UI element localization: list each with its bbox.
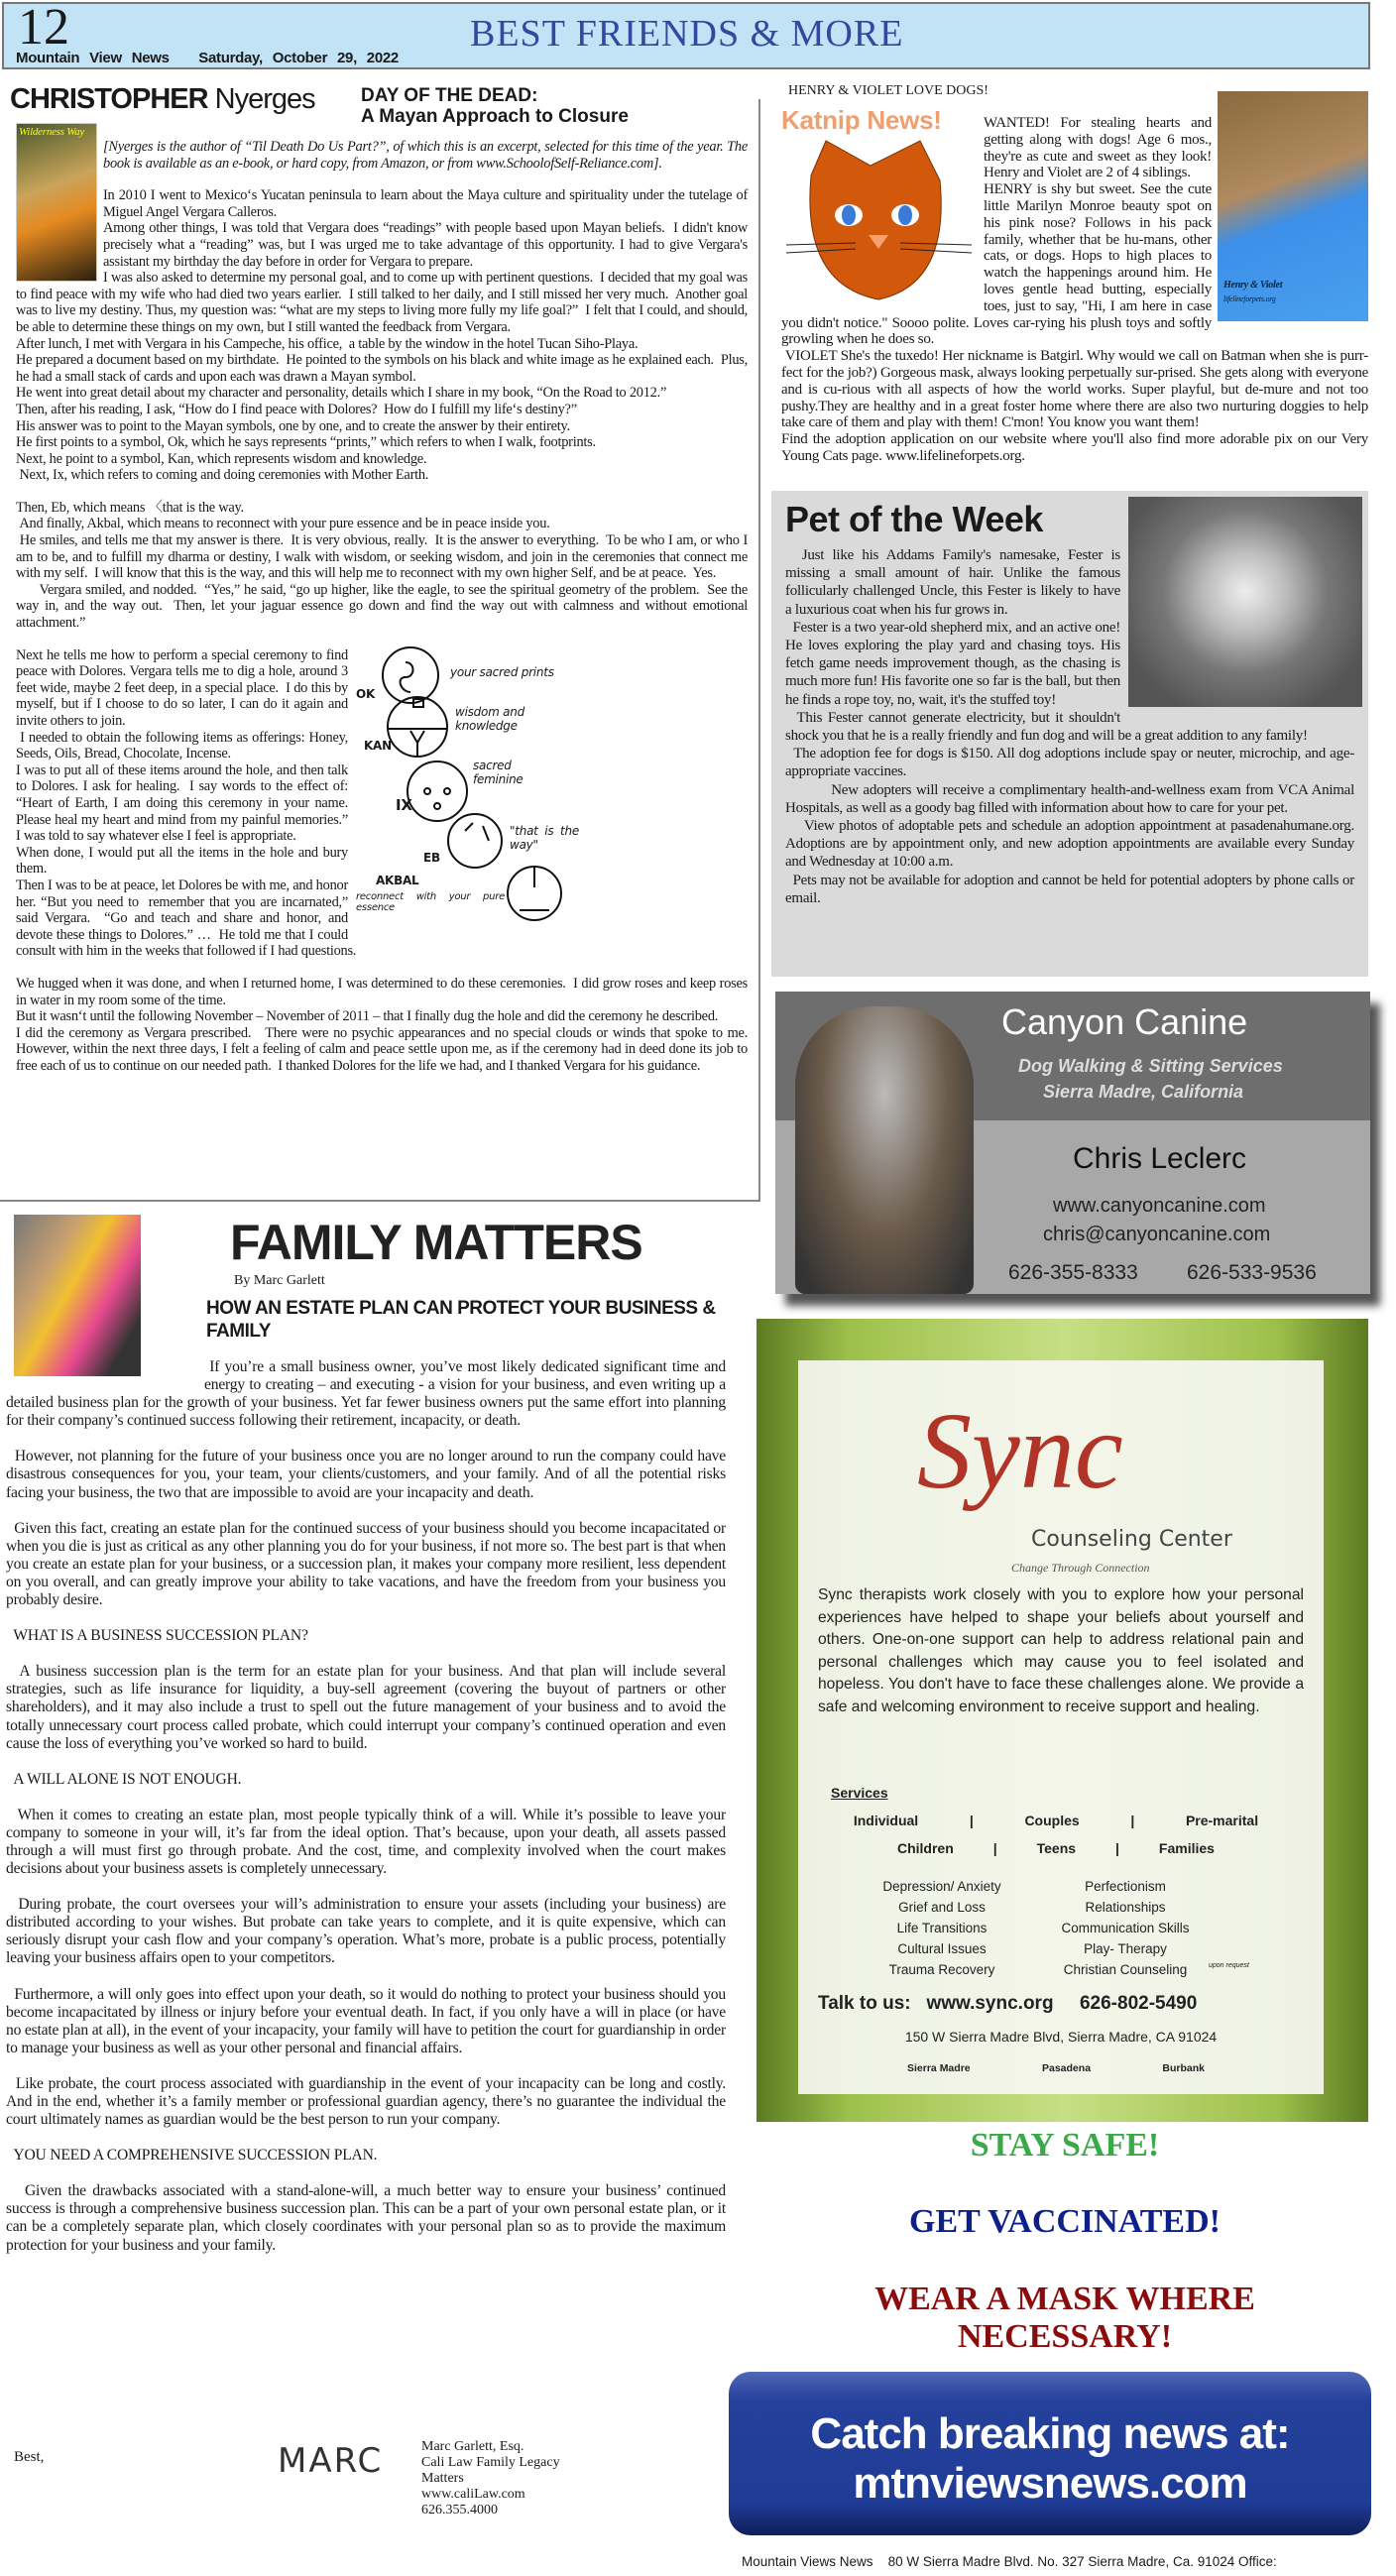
column-divider — [758, 99, 760, 1202]
paragraph: Then I was to be at peace, let Dolores be with me, and honor her. “But you need to remember that you are incarnated,” said Vergara. “Go and teach and share and honor, and devote these things to Dolores.” … He told me that I could consult with him in the weeks that followed if I had questions. — [16, 877, 357, 960]
publication-name: Mountain View News — [16, 50, 170, 66]
ad-phone-2: 626-533-9536 — [1187, 1261, 1317, 1284]
service-type: Teens — [1036, 1840, 1077, 1856]
paragraph: After lunch, I met with Vergara in his Campeche, his office, a table by the window in the hotel Tucan Siho-Playa. — [16, 335, 639, 352]
symbol-akbal-caption: reconnect with your pure essence — [356, 890, 505, 913]
paragraph: View photos of adoptable pets and schedule an adoption appointment at pasadenahumane.org. Adoptions are by appointment only, and new adoption appointments are available every Sunday and Wednesday at 10:00 a.m. — [785, 818, 1365, 871]
pet-of-week-title: Pet of the Week — [785, 499, 1043, 539]
column-author — [10, 83, 315, 116]
paragraph: Next, he point to a symbol, Kan, which represents wisdom and knowledge. — [16, 450, 427, 467]
closing: Best, — [14, 2449, 45, 2465]
author-last: Nyerges — [214, 83, 315, 115]
cats-photo — [1218, 91, 1368, 321]
nyerges-article-body — [16, 123, 755, 1199]
stay-safe-text: STAY SAFE! — [970, 2127, 1160, 2164]
paragraph: Christian Counseling — [1063, 1962, 1188, 1977]
author-first: CHRISTOPHER — [10, 83, 208, 115]
get-vaccinated-text: GET VACCINATED! — [909, 2203, 1221, 2240]
separator: | — [992, 1840, 997, 1856]
paragraph: Pasadena — [1042, 2062, 1092, 2074]
issues-left — [868, 1876, 1016, 1980]
symbol-ok-caption: your sacred prints — [450, 664, 554, 679]
symbol-kan-label: KAN — [364, 738, 392, 753]
paragraph: 626.355.4000 — [421, 2503, 498, 2517]
paragraph: Perfectionism — [1085, 1879, 1166, 1894]
paragraph: He smiles, and tells me that my answer is there. It is very obvious, really. It is the answer to everything. To be who I am, or who I am to be, and to fulfill my dharma or destiny, I walk with wisdom, or seeking wisdom, and join in the ceremonies that connect me with my self. I will know that this is the way, and this will help me to reconnect with my own higher Self, and be at peace. Yes. — [16, 532, 752, 582]
paragraph: He first points to a symbol, Ok, which he says represents “prints,” which refers to when I walk, footprints. — [16, 434, 596, 451]
paragraph: When it comes to creating an estate plan, most people typically think of a will. While it’s possible to leave your company to someone in your will, it’s far from the ideal option. That’s because, upon your death, all assets passed through a will must first go through probate. And the cost, time, and complexity involved when the court makes decisions about your business assets is completely unnecessary. — [6, 1806, 730, 1878]
service-type: Individual — [853, 1813, 919, 1828]
separator: | — [1130, 1813, 1135, 1828]
paragraph: During probate, the court oversees your will’s administration to ensure your assets (including your business) are distributed according to your wishes. But probate can take years to complete, and it is quite expensive, which can seriously disrupt your cash flow and your company’s operation. What’s more, probate is a public process, potentially leaving your business affairs open to your competitors. — [6, 1896, 730, 1967]
family-matters-byline: By Marc Garlett — [234, 1273, 325, 1288]
symbol-eb-label: EB — [423, 850, 440, 865]
signature-block — [421, 2439, 560, 2518]
article-intro: [Nyerges is the author of “Til Death Do Us Part?”, of which this is an excerpt, selected for this time of the year. The book is available as an e-book, or hard copy, from Amazon, or from www.SchoolofSelf-Reliance.com]. — [103, 139, 748, 172]
bloodhound-photo — [795, 1006, 974, 1294]
paragraph: If you’re a small business owner, you’ve most likely dedicated significant time and energy to creating – and executing - a vision for your business, and even writing up a detailed business plan for the growth of your business. Yet far fewer business owners put the same effort into planning for their company’s continued success following their retirement, incapacity, or death. — [6, 1358, 730, 1430]
talk-label: Talk to us: — [818, 1993, 911, 2014]
paragraph: Vergara smiled, and nodded. “Yes,” he said, “go up higher, like the eagle, to see the spiritual geometry of the problem. See the way in, and the way out. Then, let your jaguar essence go down and find the way out with calmness and without emotional attachment.” — [16, 581, 752, 632]
paragraph: Then, after his reading, I ask, “How do I find peace with Dolores? How do I fulfill my life‘s destiny?” — [16, 401, 577, 417]
paragraph: Sierra Madre — [907, 2062, 971, 2074]
section-title: BEST FRIENDS & MORE — [470, 13, 904, 55]
family-matters-title: FAMILY MATTERS — [230, 1215, 642, 1270]
service-types-row1 — [828, 1813, 1284, 1828]
paragraph: VIOLET She's the tuxedo! Her nickname is Batgirl. Why would we call on Batman when she is purr-fect for the job?) Gorgeous mask, always looking perpetually sur-prised. She gets along with everyone and is cu-rious with all aspects of how the world works. Super playful, but de-mure and not too pushy.They are healthy and in a great foster home where there are also two nurturing doggies to help take care of them and play with them! C'mon! You know you want them! — [781, 348, 1372, 431]
ad-phone-1: 626-355-8333 — [1008, 1261, 1138, 1284]
page-number: 12 — [18, 0, 69, 56]
sync-phone: 626-802-5490 — [1079, 1993, 1198, 2014]
family-matters-paragraphs — [6, 1358, 730, 2255]
footer-address: 80 W Sierra Madre Blvd. No. 327 Sierra Madre, Ca. 91024 Office: — [887, 2554, 1277, 2569]
sync-counseling-ad[interactable] — [756, 1319, 1368, 2122]
dog-fester-photo — [1128, 497, 1362, 707]
article-headline — [361, 85, 629, 127]
paragraph: I was to put all of these items around the hole, and then talk to Dolores. I ask for healing. I say words to the effect of: “Heart of Earth, I am doing this ceremony in your name. Please heal my heart and mind from my painful memories.” I was told to say whatever else I feel is appropriate. — [16, 761, 355, 845]
service-type: Pre-marital — [1185, 1813, 1259, 1828]
sync-logo: Sync — [917, 1390, 1123, 1511]
sync-subtitle: Counseling Center — [1031, 1527, 1232, 1552]
book-title: Wilderness Way — [19, 126, 85, 138]
news-button-url[interactable]: mtnviewsnews.com — [853, 2459, 1247, 2508]
paragraph: His answer was to point to the Mayan symbols, one by one, and to create the answer by their entirety. — [16, 417, 570, 434]
paragraph: Just like his Addams Family's namesake, Fester is missing a small amount of hair. Unlike the famous follicularly challenged Uncle, this Fester is likely to have a luxurious coat when his fur grows in. — [785, 547, 1124, 618]
paragraph: A WILL ALONE IS NOT ENOUGH. — [6, 1770, 242, 1788]
paragraph: But it wasn‘t until the following November – November of 2011 – that I finally dug the hole and did the ceremony he described. — [16, 1008, 719, 1025]
paragraph: And finally, Akbal, which means to reconnect with your pure essence and be in peace inside you. — [16, 516, 550, 532]
symbol-ix-label: IX — [396, 795, 412, 814]
wear-mask-text — [734, 2281, 1396, 2356]
ad-contact-name: Chris Leclerc — [1073, 1142, 1247, 1175]
issues-right — [1046, 1876, 1205, 1980]
katnip-article — [781, 105, 1372, 487]
service-types-row2 — [877, 1840, 1234, 1856]
paragraph: The adoption fee for dogs is $150. All dog adoptions include spay or neuter, microchip, and age-appropriate vaccines. — [785, 746, 1354, 780]
article-paragraphs-4 — [16, 975, 755, 1075]
paragraph: He went into great detail about my character and personality, details which I share in my book, “On the Road to 2012.” — [16, 385, 667, 402]
issue-date: Saturday, October 29, 2022 — [198, 50, 399, 66]
service-type: Couples — [1024, 1813, 1080, 1828]
ad-location: Sierra Madre, California — [1043, 1082, 1244, 1102]
family-matters-body — [6, 1358, 730, 2444]
paragraph: Marc Garlett, Esq. — [421, 2439, 524, 2454]
ad-brand: Canyon Canine — [1001, 1001, 1248, 1042]
symbol-ix-caption: sacred feminine — [473, 758, 524, 786]
news-button-line1: Catch breaking news at: — [810, 2409, 1290, 2458]
paragraph: Matters — [421, 2471, 464, 2486]
footer-publication: Mountain Views News — [742, 2554, 873, 2569]
paragraph: New adopters will receive a complimentary health-and-wellness exam from VCA Animal Hospitals, as well as a goody bag filled with information about how to care for your pet. — [785, 781, 1358, 816]
paragraph: Then, Eb, which means 〈that is the way. — [16, 499, 244, 516]
family-matters-headline: HOW AN ESTATE PLAN CAN PROTECT YOUR BUSINESS & FAMILY — [206, 1298, 716, 1342]
wear-mask-line1: WEAR A MASK WHERE — [874, 2281, 1255, 2317]
paragraph: Among other things, I was told that Vergara does “readings” with people based upon Mayan beliefs. I didn't know precisely what a “reading” was, but I was urged me to take advantage of this opportunity. I had to give Vergara's assistant my birthday the day before in order for Vergara to prepare. — [103, 220, 752, 270]
masthead — [16, 50, 399, 66]
paragraph: WHAT IS A BUSINESS SUCCESSION PLAN? — [6, 1627, 308, 1645]
paragraph: In 2010 I went to Mexico‘s Yucatan peninsula to learn about the Maya culture and spirituality under the tutelage of Miguel Angel Vergara Calleros. — [103, 187, 755, 220]
ad-email[interactable]: chris@canyoncanine.com — [1043, 1224, 1271, 1245]
symbol-eb-caption: "that is the way" — [510, 823, 579, 852]
paragraph: Find the adoption application on our website where you'll also find more adorable pix on our Very Young Cats page. www.lifelineforpets.org. — [781, 431, 1371, 464]
sync-address: 150 W Sierra Madre Blvd, Sierra Madre, CA 91024 — [904, 2029, 1218, 2045]
katnip-kicker: HENRY & VIOLET LOVE DOGS! — [788, 83, 989, 98]
service-type: Families — [1158, 1840, 1215, 1856]
paragraph: Given the drawbacks associated with a stand-alone-will, a much better way to ensure your business’ continued success is through a comprehensive business succession plan. This can be a part of your own personal estate plan, or it can be a completely separate plan, which closely coordinates with your personal plan so as to provide the maximum protection for your business and your family. — [6, 2182, 730, 2254]
paragraph: Furthermore, a will only goes into effect upon your death, so it would do nothing to protect your business should you become incapacitated by illness or injury before your eventual death. In fact, if you only have a will in place (or have no estate plan at all), in the event of your incapacity, your family will have to petition the court for guardianship in order to manage your business as well as your other personal and financial affairs. — [6, 1985, 730, 2056]
sync-slogan: Change Through Connection — [1011, 1561, 1150, 1575]
canyon-canine-ad[interactable] — [775, 992, 1370, 1294]
katnip-logo-text: Katnip News! — [781, 105, 942, 135]
paragraph: Play- Therapy — [1084, 1941, 1167, 1956]
family-photo — [14, 1215, 141, 1376]
headline-line1: DAY OF THE DEAD: — [361, 85, 538, 106]
paragraph: Fester is a two year-old shepherd mix, and an active one! He loves exploring the play yard and chasing toys. His fetch game needs improvement though, as the chasing is much more fun! His favorite one so far is the ball, but then he finds a rope toy, no, wait, it's the stuffed toy! — [785, 619, 1124, 708]
paragraph: This Fester cannot generate electricity, but it shouldn't shock you that he is a really friendly and fun dog and will be a great addition to any family! — [785, 709, 1308, 745]
paragraph: Cali Law Family Legacy — [421, 2455, 560, 2470]
paragraph: When done, I would put all the items in the hole and bury them. — [16, 844, 352, 878]
paragraph: A business succession plan is the term for an estate plan for your business. And that plan will include several strategies, such as life insurance for liquidity, a buy-sell agreement (covering the buyout of partners or other shareholders), and it may also include a trust to spell out the future management of your business and to avoid the totally unnecessary court process called probate, which could interrupt your company’s continued operation and even cause the loss of everything you’ve worked so hard to build. — [6, 1663, 730, 1752]
paragraph: Grief and Loss — [898, 1900, 986, 1915]
symbol-akbal-label: AKBAL — [376, 873, 419, 887]
paragraph: Trauma Recovery — [888, 1962, 995, 1977]
sync-locations — [907, 2062, 1205, 2074]
paragraph: Like probate, the court process associated with guardianship in the event of your incapacity can be long and costly. And in the end, whether it’s a family member or professional guardian agency, there’s no guarantee the individual the court ultimately names as guardian would be the best person to run your company. — [6, 2074, 730, 2129]
book-cover-image — [16, 123, 97, 282]
paragraph: Communication Skills — [1061, 1921, 1190, 1935]
paragraph: Cultural Issues — [897, 1941, 987, 1956]
breaking-news-button[interactable] — [729, 2372, 1371, 2535]
sync-website[interactable]: www.sync.org — [926, 1993, 1054, 2014]
upon-request-note: upon request — [1209, 1962, 1249, 1969]
service-type: Children — [896, 1840, 954, 1856]
paragraph: He prepared a document based on my birthdate. He pointed to the symbols on his black and white image as he explained each. Plus, he had a small stack of cards and upon each was drawn a Mayan symbol. — [16, 352, 752, 385]
paragraph: Depression/ Anxiety — [882, 1879, 1001, 1894]
paragraph: However, not planning for the future of your business once you are no longer around to run the company could have disastrous consequences for you, your team, your clients/customers, and your family. And of all the potential risks facing your business, the two that are impossible to avoid are your incapacity and death. — [6, 1448, 730, 1501]
paragraph: I did the ceremony as Vergara prescribed. There were no psychic appearances and no special clouds or winds that spoke to me. However, within the next three days, I felt a feeling of calm and peace settle upon me, as if the ceremony had in deed done its job to free each of us to continue on our needed path. I thanked Dolores for the life we had, and I thanked Vergara for his guidance. — [16, 1024, 755, 1074]
sync-ad-panel — [798, 1360, 1324, 2094]
photo-site: lifelineforpets.org — [1223, 294, 1276, 303]
pet-of-the-week-box — [771, 491, 1368, 977]
article-paragraphs-1 — [16, 187, 755, 484]
ad-website[interactable]: www.canyoncanine.com — [1053, 1195, 1266, 1217]
sync-contact — [818, 1993, 1197, 2015]
symbol-ok-label: OK — [356, 686, 375, 701]
page-header — [2, 2, 1370, 69]
paragraph: We hugged when it was done, and when I returned home, I was determined to do these ceremonies. I did grow roses and keep roses in water in my room some of the time. — [16, 975, 752, 1008]
mayan-symbols-illustration — [356, 647, 748, 925]
paragraph: Relationships — [1085, 1900, 1166, 1915]
paragraph: Life Transitions — [896, 1921, 988, 1935]
services-label: Services — [831, 1785, 888, 1801]
paragraph: HENRY is shy but sweet. See the cute little Marilyn Monroe beauty spot on his pink nose? Follows in his pack family, whether that be hu-mans, other cats, or dogs. Hops to high places to watch the happenings around him. He loves gentle head butting, especially toes, just to say, "Hi, I am here in case you didn't notice." Soooo polite. Loves car-rying his plush toys and softly growling when he does so. — [781, 181, 1216, 348]
paragraph: WANTED! For stealing hearts and getting along with dogs! Age 6 mos., they're as cute and sweet as they look! Henry and Violet are 2 of 4 siblings. — [984, 115, 1216, 181]
section-divider — [0, 1200, 760, 1202]
handwritten-signature: MARC — [278, 2441, 384, 2481]
symbol-kan-caption: wisdom and knowledge — [455, 704, 524, 733]
article-paragraphs-2 — [16, 499, 752, 632]
paragraph: Given this fact, creating an estate plan for the continued success of your business should you become incapacitated or when you die is just as critical as any other planning you do for your business, if not more so. The best part is that when you create an estate plan for your business, or a succession plan, it makes your company more resilient, less dependent on you overall, and can greatly improve your ability to take vacations, and have the freedom from your business you probably desire. — [6, 1519, 730, 1609]
paragraph: I was also asked to determine my personal goal, and to come up with pertinent questions. I decided that my goal was to find peace with my wife who had died two years earlier. I still talked to her daily, and I still missed her very much. Another goal was to live my destiny. Thus, my question was: “what are my steps to living more fully my life goal?” I felt that I could, and should, be able to determine these things on my own, but I still wanted the feedback from Vergara. — [16, 270, 752, 335]
paragraph: Next he tells me how to perform a special ceremony to find peace with Dolores. Vergara tells me to dig a hole, around 3 feet wide, maybe 2 feet deep, in a special place. I do this by myself, but if I choose to do so later, I can do it again and invite others to join. — [16, 646, 352, 729]
wear-mask-line2: NECESSARY! — [957, 2318, 1173, 2355]
ad-tagline: Dog Walking & Sitting Services — [1018, 1056, 1283, 1076]
paragraph: Pets may not be available for adoption and cannot be held for potential adopters by phone calls or email. — [785, 872, 1358, 906]
paragraph: www.caliLaw.com — [421, 2487, 525, 2502]
photo-caption: Henry & Violet — [1223, 280, 1283, 291]
separator: | — [969, 1813, 974, 1828]
paragraph: I needed to obtain the following items as offerings: Honey, Seeds, Oils, Bread, Chocolate, Incense. — [16, 729, 352, 762]
paragraph: Next, Ix, which refers to coming and doing ceremonies with Mother Earth. — [16, 467, 429, 484]
cat-face-icon — [781, 136, 976, 304]
separator: | — [1115, 1840, 1119, 1856]
paragraph: Burbank — [1162, 2062, 1205, 2074]
page-footer — [742, 2554, 1277, 2569]
sync-body: Sync therapists work closely with you to explore how your personal experiences have helped to shape your beliefs about yourself and others. One-on-one support can help to address relational pain and personal challenges which may cause you to feel isolated and hopeless. You don't have to face these challenges alone. We provide a safe and welcoming environment to receive support and healing. — [818, 1586, 1304, 1715]
paragraph: YOU NEED A COMPREHENSIVE SUCCESSION PLAN. — [6, 2147, 378, 2165]
headline-line2: A Mayan Approach to Closure — [361, 106, 629, 127]
katnip-logo — [781, 105, 976, 311]
